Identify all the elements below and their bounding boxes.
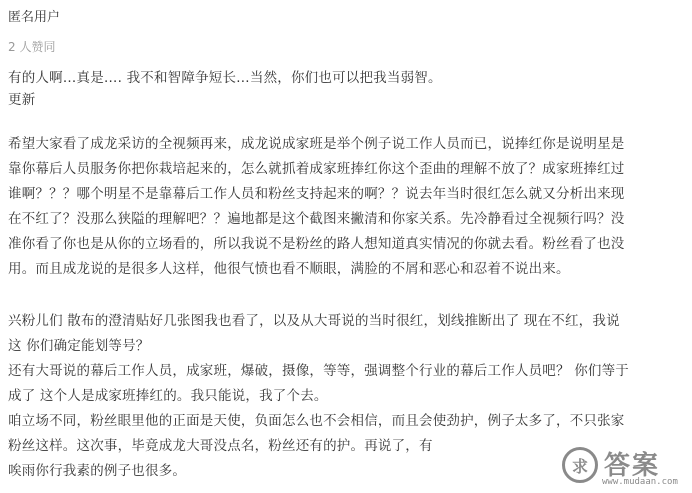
- author-name[interactable]: 匿名用户: [8, 10, 61, 25]
- watermark-logo-icon: 求: [562, 447, 598, 483]
- site-watermark: [562, 445, 682, 489]
- watermark-text: 答案: [604, 451, 661, 481]
- answer-line: 这 你们确定能划等号？: [8, 338, 150, 354]
- answer-line: 用。而且成龙说的是很多人这样，他很气愤也看不顺眼，满脸的不屑和恶心和忍着不说出来。: [8, 261, 570, 277]
- answer-line: 谁啊？？？哪个明星不是靠幕后工作人员和粉丝支持起来的啊？？说去年当时很红怎么就又分析出来现: [8, 186, 625, 202]
- answer-line: 希望大家看了成龙采访的全视频再来，成龙说成家班是举个例子说工作人员而已，说捧红你是说明星是: [8, 136, 625, 152]
- answer-line: 唉雨你行我素的例子也很多。: [8, 463, 187, 479]
- watermark-url: www.mudaan.com: [602, 477, 678, 487]
- answer-line: 兴粉儿们 散布的澄清贴好几张图我也看了，以及从大哥说的当时很红，划线推断出了 现在不红，我说: [8, 313, 620, 329]
- answer-line: 粉丝这样。这次事，毕竟成龙大哥没点名，粉丝还有的护。再说了，有: [8, 438, 433, 454]
- answer-line: 在不红了？没那么狭隘的理解吧？？遍地都是这个截图来撇清和你家关系。先冷静看过全视频行吗？没: [8, 211, 625, 227]
- update-label: 更新: [8, 92, 36, 108]
- answer-line: 还有大哥说的幕后工作人员，成家班，爆破，摄像，等等，强调整个行业的幕后工作人员吧？ 你们等于: [8, 363, 629, 379]
- answer-line: 咱立场不同，粉丝眼里他的正面是天使，负面怎么也不会相信，而且会使劲护，例子太多了，不只张家: [8, 413, 625, 429]
- answer-line: 有的人啊…真是…. 我不和智障争短长…当然，你们也可以把我当弱智。: [8, 70, 442, 86]
- answer-line: 靠你幕后人员服务你把你栽培起来的，怎么就抓着成家班捧红你这个歪曲的理解不放了？成家班捧红过: [8, 161, 625, 177]
- answer-line: 成了 这个人是成家班捧红的。我只能说，我了个去。: [8, 388, 328, 404]
- vote-count: 2 人赞同: [8, 40, 56, 54]
- answer-line: 准你看了你也是从你的立场看的，所以我说不是粉丝的路人想知道真实情况的你就去看。粉丝看了也没: [8, 236, 625, 252]
